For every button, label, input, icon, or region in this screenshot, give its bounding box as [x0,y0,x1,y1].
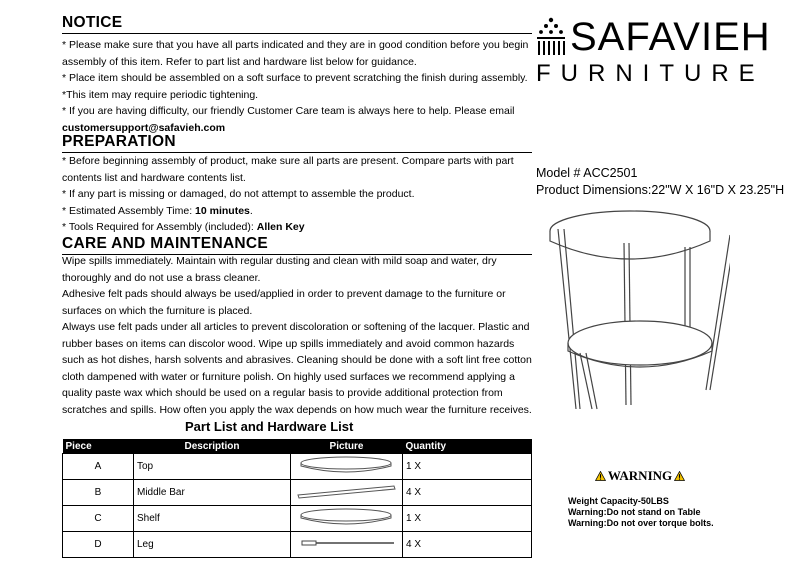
shelf-picture [291,506,403,532]
care-title: CARE AND MAINTENANCE [62,235,269,252]
care-section-header [62,235,532,255]
piece-quantity: 1 X [403,506,532,532]
piece-quantity: 4 X [403,532,532,558]
parts-header-row [63,439,532,454]
table-row [63,454,532,480]
warning-title: WARNING [607,468,673,483]
top-picture [291,454,403,480]
preparation-body [62,153,532,236]
care-body [62,253,532,418]
assembly-time-line [62,203,532,220]
notice-rule [62,33,532,34]
piece-letter: D [63,532,134,558]
preparation-line-1: * Before beginning assembly of product, make sure all parts are present. Compare parts with part contents list and hardware contents list. [62,155,514,184]
notice-title: NOTICE [62,14,123,31]
care-paragraph-3: Always use felt pads under all articles to prevent discoloration or softening of the lacquer. Plastic and rubber bases on items can discolor wood. Wipe up spills immediately and avoid common hazards such as hot dishes, harsh solvents and abrasives. Cleaning should be done with a soft lint free cotton cloth dampened with water or furniture polish. On highly used surfaces we recommend applying a quality paste wax which should be used on a regular basis to provide additional protection from scratches and spills. How often you apply the wax depends on how much wear the furniture receives. [62,321,532,416]
piece-description: Middle Bar [134,480,291,506]
table-row [63,480,532,506]
piece-letter: C [63,506,134,532]
weight-capacity: Weight Capacity-50LBS [568,496,669,506]
leg-icon [294,532,399,554]
header-quantity: Quantity [403,439,532,454]
assembly-time-label: * Estimated Assembly Time: [62,204,196,217]
support-email: customersupport@safavieh.com [62,121,226,134]
warning-header [560,468,720,484]
parts-table [62,439,532,558]
warning-triangle-icon [674,471,685,481]
care-paragraph-1: Wipe spills immediately. Maintain with regular dusting and clean with mild soap and water, dry thoroughly and do not use a brass cleaner. [62,255,497,284]
care-paragraph-2: Adhesive felt pads should always be used/applied in order to prevent damage to the furniture or surfaces on which the furniture is placed. [62,288,506,317]
product-info [536,165,784,199]
logo-wordmark: SAFAVIEH [570,15,771,59]
warning-triangle-icon [595,471,606,481]
piece-letter: A [63,454,134,480]
leg-picture [291,532,403,558]
assembly-time-end: . [249,204,253,217]
piece-description: Top [134,454,291,480]
notice-line-1: * Please make sure that you have all parts indicated and they are in good condition before you begin assembly of this item. Refer to part list and hardware list below for guidance. [62,39,529,68]
preparation-title: PREPARATION [62,133,176,150]
notice-line-3: *This item may require periodic tightening. [62,88,259,101]
middle-bar-icon [294,480,399,502]
notice-section-header [62,14,532,34]
header-piece: Piece [63,439,134,454]
warning-torque: Warning:Do not over torque bolts. [568,518,714,528]
warning-box [560,468,720,529]
assembly-time-value: 10 minutes [195,204,250,217]
logo-subtitle: FURNITURE [536,60,765,87]
notice-line-2: * Place item should be assembled on a soft surface to prevent scratching the finish during assembly. [62,72,528,84]
warning-stand: Warning:Do not stand on Table [568,507,701,517]
piece-quantity: 1 X [403,454,532,480]
table-row [63,506,532,532]
bar-picture [291,480,403,506]
header-description: Description [134,439,291,454]
product-drawing [540,205,730,415]
brand-logo [534,13,794,87]
notice-body [62,37,532,136]
notice-line-4: * If you are having difficulty, our friendly Customer Care team is always here to help. Please email [62,105,515,117]
product-dimensions: Product Dimensions:22"W X 16"D X 23.25"H [536,183,785,197]
shelf-icon [294,506,399,528]
preparation-line-2: * If any part is missing or damaged, do not attempt to assemble the product. [62,188,415,200]
logo-mark-icon [534,15,568,59]
tools-label: * Tools Required for Assembly (included): [62,221,257,233]
tools-line [62,219,532,236]
warning-lines [560,496,720,529]
piece-quantity: 4 X [403,480,532,506]
tabletop-icon [294,454,399,476]
model-number: Model # ACC2501 [536,166,638,180]
table-row [63,532,532,558]
piece-description: Leg [134,532,291,558]
piece-description: Shelf [134,506,291,532]
tools-value: Allen Key [256,221,305,233]
preparation-section-header [62,133,532,153]
piece-letter: B [63,480,134,506]
parts-list-title: Part List and Hardware List [185,419,354,434]
header-picture: Picture [291,439,403,454]
